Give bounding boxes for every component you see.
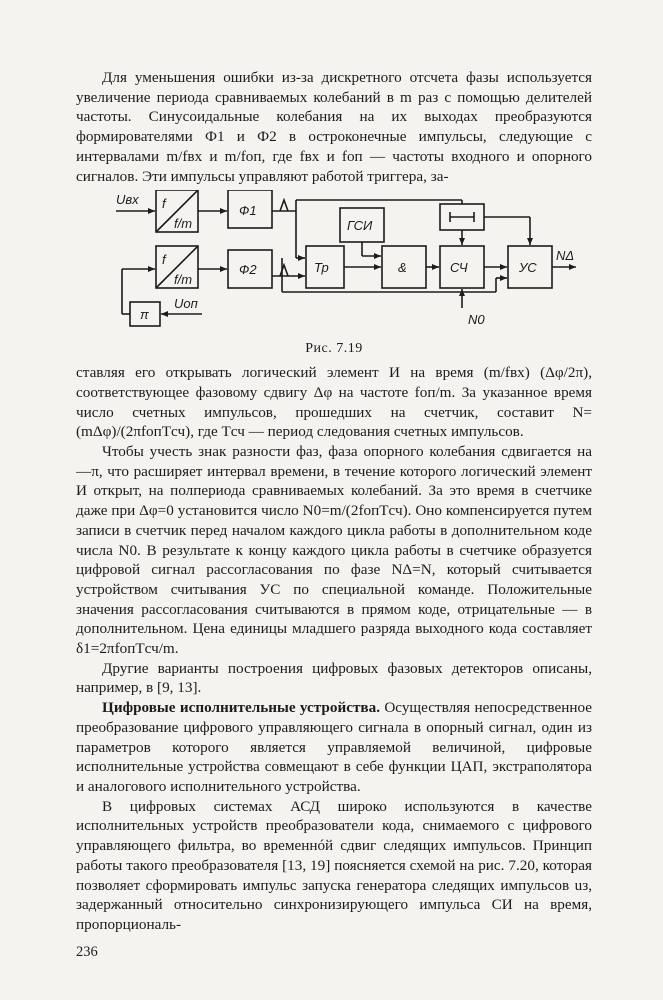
paragraph-1: Для уменьшения ошибки из-за дискретного отсчета фазы используется увеличение периода сравниваемых колебаний в m раз с помощью делителей частоты. Синусоидальные колебания на их выходах преобразуются формирователями Ф1 и Ф2 в остроконечные импульсы, следующие с интервалами m/fвх и m/fоп, где fвх и fоп — частоты входного и опорного сигналов. Эти импульсы управляют работой триггера, за-: [76, 69, 592, 185]
label-sch: СЧ: [450, 260, 468, 276]
label-pi: π: [140, 307, 149, 323]
label-and: &: [398, 260, 407, 276]
paragraph-2: ставляя его открывать логический элемент И на время (m/fвх) (Δφ/2π), соответствующее фазовому сдвигу Δφ на частоте fоп/m. За указанное время число счетных импульсов, прошедших на счетчик, составит N=(mΔφ)/(2πfопTсч), где Tсч — период следования счетных импульсов.: [76, 364, 592, 441]
paragraph-3: Чтобы учесть знак разности фаз, фаза опорного колебания сдвигается на —π, что расширяет интервал времени, в течение которого логический элемент И открыт, на полпериода сравниваемых колебаний. За это время в счетчике даже при Δφ=0 установится число N0=m/(2fопTсч). Оно компенсируется путем записи в счетчик перед началом каждого цикла работы в дополнительном коде числа N0. В результате к концу каждого цикла работы в счетчике образуется цифровой сигнал рассогласования по фазе NΔ=N, который считывается устройством считывания УС по специальной команде. Положительные значения рассогласования считываются в прямом коде, отрицательные — в дополнительном. Цена единицы младшего разряда выходного кода составляет δ1=2πfопTсч/m.: [76, 443, 592, 658]
paragraph-4: Другие варианты построения цифровых фазовых детекторов описаны, например, в [9, 13].: [76, 659, 592, 697]
label-f1: Ф1: [239, 203, 257, 219]
label-div2-fm: f/m: [174, 272, 193, 288]
label-div1-f: f: [162, 196, 166, 212]
label-u-op: Uоп: [174, 296, 198, 312]
block-diagram: [76, 190, 592, 338]
label-gsi: ГСИ: [347, 218, 373, 234]
paragraph-5: [76, 698, 592, 797]
label-div1-fm: f/m: [174, 216, 193, 232]
label-tr: Тр: [314, 260, 329, 276]
label-u-in: Uвх: [116, 192, 139, 208]
page-number: 236: [76, 944, 98, 960]
label-us: УС: [519, 260, 537, 276]
section-lead: Цифровые исполнительные устройства.: [102, 699, 381, 717]
label-n0: N0: [468, 312, 485, 328]
label-f2: Ф2: [239, 262, 257, 278]
paragraph-6: В цифровых системах АСД широко используются в качестве исполнительных устройств преобразователи кода, снимаемого с цифрового управляющего фильтра, во временнóй сдвиг следящих импульсов. Принцип работы такого преобразователя [13, 19] поясняется схемой на рис. 7.20, которая позволяет сформировать импульс запуска генератора следящих импульсов uз, задержанный относительно синхронизирующего импульса СИ на время, пропорциональ-: [76, 797, 592, 933]
figure-caption: Рис. 7.19: [305, 341, 363, 357]
label-div2-f: f: [162, 252, 166, 268]
page-body: [76, 68, 592, 935]
paragraph-5-text: Осуществляя непосредственное преобразование цифрового управляющего сигнала в опорный сигнал, один из параметров которого является управляемой величиной, цифровые исполнительные устройства совмещают в себе функции ЦАП, экстраполятора и аналогового исполнительного устройства.: [76, 699, 592, 795]
label-n-delta: NΔ: [556, 248, 575, 264]
